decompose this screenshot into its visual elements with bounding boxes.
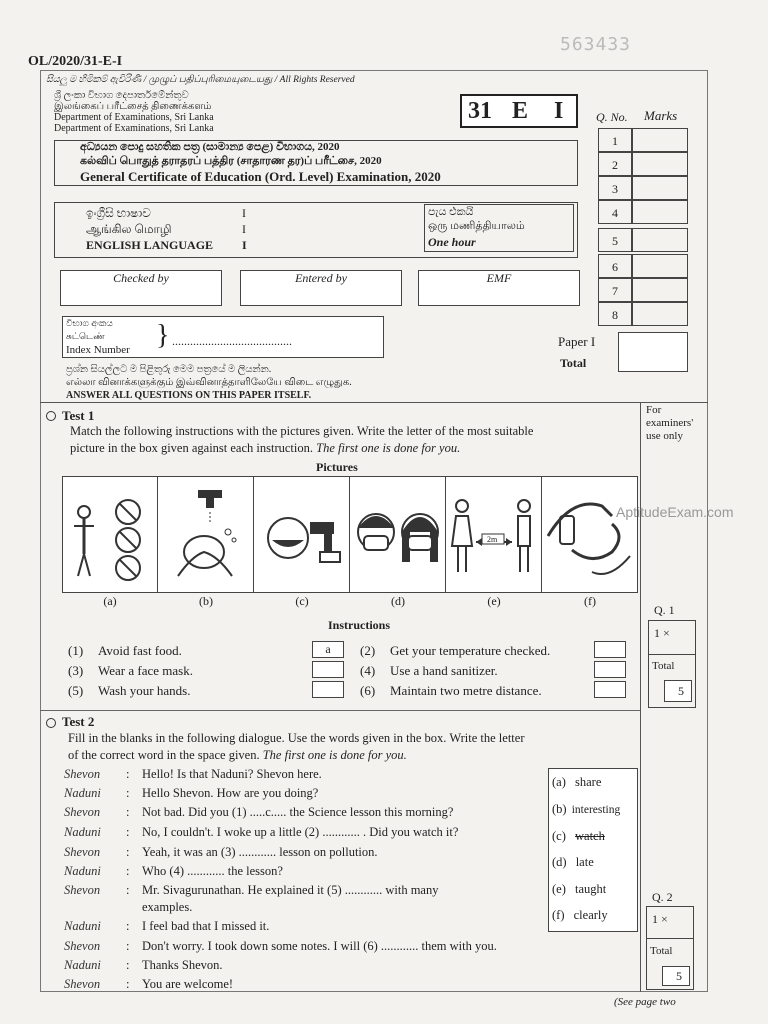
picture-b [158,476,254,592]
word-d [552,855,594,870]
subject-numeral-2: I [242,222,246,236]
dept-tamil: இலங்கைப் பரீட்சைத் திணைக்களம் [54,101,212,112]
exam-title-tamil: கல்விப் பொதுத் தராதரப் பத்திர (சாதாரண தர)ப் பரீட்சை, 2020 [80,155,382,167]
line-text: No, I couldn't. I woke up a little (2) ............ . Did you watch it? [142,825,459,839]
instruction-english: ANSWER ALL QUESTIONS ON THIS PAPER ITSELF. [66,390,312,401]
test1-instruction-2-wrap [70,441,460,456]
word-text: share [575,775,602,789]
code-letters: E I [512,98,574,124]
word-letter: (b) [552,802,567,816]
dialogue-line-1 [64,765,322,784]
q-row-7: 7 [598,278,632,302]
paper-code: OL/2020/31-E-I [28,54,123,69]
dialogue-line-7b [64,898,192,917]
item-5-text: Wash your hands. [98,683,191,698]
q1-total: 5 [678,684,684,698]
answer-box-6[interactable] [594,681,626,698]
word-c [552,829,605,844]
marks-cell-3[interactable] [632,176,688,200]
instructions-heading: Instructions [328,618,391,632]
picture-a [62,476,158,592]
colon: : [126,767,130,781]
subject-english: ENGLISH LANGUAGE [86,238,214,252]
colon: : [126,805,130,819]
picture-f [542,476,638,592]
colon: : [126,864,130,878]
subject-numeral-1: I [242,206,246,220]
item-4-text: Use a hand sanitizer. [390,663,498,678]
test1-instruction-1: Match the following instructions with the pictures given. Write the letter of the most suitable [70,424,534,438]
speaker: Shevon [64,977,101,991]
picture-c [254,476,350,592]
marks-cell-6[interactable] [632,254,688,278]
dialogue-line-11 [64,975,233,994]
word-a [552,775,601,790]
colon: : [126,883,130,897]
line-text: You are welcome! [142,977,234,991]
checked-by-label: Checked by [113,271,169,285]
dialogue-line-3 [64,803,453,822]
colon: : [126,958,130,972]
speaker: Shevon [64,939,101,953]
entered-by-box[interactable] [240,270,402,306]
colon: : [126,825,130,839]
line-text: examples. [142,900,193,914]
q-row-2: 2 [598,152,632,176]
paper-label: Paper I [558,334,596,349]
line-text: Not bad. Did you (1) .....c..... the Science lesson this morning? [142,805,454,819]
answer-box-2[interactable] [594,641,626,658]
item-3-text: Wear a face mask. [98,663,193,678]
section-divider [40,402,708,403]
line-text: Who (4) ............ the lesson? [142,864,283,878]
picture-label-c: (c) [295,594,309,608]
dialogue-line-6 [64,862,283,881]
test1-instruction-2: picture in the box given against each instruction. [70,441,313,455]
q-row-6: 6 [598,254,632,278]
speaker: Naduni [64,864,101,878]
word-b [552,802,620,817]
instruction-tamil: எல்லா வினாக்களுக்கும் இவ்வினாத்தாளிலேயே விடை எழுதுக. [66,377,352,388]
serial-number: 563433 [560,34,632,55]
item-4-num: (4) [360,663,376,678]
line-text: Hello! Is that Naduni? Shevon here. [142,767,322,781]
q2-total-label: Total [650,945,673,957]
word-letter: (c) [552,829,566,843]
code-number: 31 [468,98,492,124]
marks-cell-1[interactable] [632,128,688,152]
picture-e [446,476,542,592]
code-box [460,94,578,128]
picture-d [350,476,446,592]
speaker: Shevon [64,805,101,819]
dept-english: Department of Examinations, Sri Lanka [54,112,214,123]
speaker: Naduni [64,786,101,800]
marks-cell-2[interactable] [632,152,688,176]
duration-sinhala: පැය එකයි [428,206,474,218]
hand-sanitizer-icon [542,476,638,592]
index-brace: } [156,320,170,351]
hand-washing-icon [158,476,254,592]
total-label: Total [560,356,587,370]
word-text: interesting [571,804,621,816]
speaker: Shevon [64,767,101,781]
dialogue-line-9 [64,937,497,956]
item-2-num: (2) [360,643,376,658]
speaker: Shevon [64,883,101,897]
avoid-fast-food-icon [62,476,158,592]
test-divider [40,710,640,711]
test1-instruction-italic: The first one is done for you. [316,441,461,455]
speaker: Naduni [64,958,101,972]
test1-title: Test 1 [62,408,95,423]
exam-title-sinhala: අධ්‍යයන පොදු සහතික පත්‍ර (සාමාන්‍ය පෙළ) විභාගය, 2020 [80,141,340,153]
footer-see-page: (See page two [614,996,676,1008]
word-text: clearly [573,908,608,922]
speaker: Shevon [64,845,101,859]
speaker: Naduni [64,825,101,839]
line-text: I feel bad that I missed it. [142,919,270,933]
line-text: Mr. Sivagurunathan. He explained it (5) ............ with many [142,883,439,897]
q-row-5: 5 [598,228,632,252]
picture-label-b: (b) [199,594,213,608]
instruction-sinhala: ප්‍රශ්න සියල්ලට ම පිළිතුරු මෙම පත්‍රයේ ම ලියන්න. [66,364,272,375]
rights-line: සියලු ම හිමිකම් ඇවිරිණි / முழுப் பதிப்புரிமையுடையது / All Rights Reserved [46,75,355,85]
q1-per-mark: 1 × [654,626,670,640]
watermark: AptitudeExam.com [616,504,734,520]
social-distance-icon [446,476,542,592]
marks-cell-4[interactable] [632,200,688,224]
word-letter: (a) [552,775,566,789]
q2-divider [646,938,694,939]
dialogue-line-10 [64,956,223,975]
index-label-si: විභාග අංකය [66,318,113,328]
q-row-8: 8 [598,302,632,326]
answer-box-5[interactable] [312,681,344,698]
colon: : [126,786,130,800]
speaker: Naduni [64,919,101,933]
answer-box-4[interactable] [594,661,626,678]
index-dots: ........................................ [172,334,292,348]
word-text: watch [575,829,605,843]
q-row-3: 3 [598,176,632,200]
test1-radio-icon [46,411,56,421]
test2-radio-icon [46,718,56,728]
line-text: Hello Shevon. How are you doing? [142,786,319,800]
marks-cell-7[interactable] [632,278,688,302]
answer-box-3[interactable] [312,661,344,678]
total-marks-box[interactable] [618,332,688,372]
dialogue-line-5 [64,843,378,862]
item-5-num: (5) [68,683,84,698]
dialogue-line-4 [64,823,458,842]
item-6-num: (6) [360,683,376,698]
subject-numeral-3: I [242,238,247,252]
test2-instruction-2: of the correct word in the space given. [68,748,260,762]
examiner-column-line [640,402,641,992]
duration-english: One hour [428,235,476,249]
q1-divider [648,654,696,655]
answer-box-1[interactable]: a [312,641,344,658]
examiners-note: For examiners' use only [646,404,694,442]
picture-label-f: (f) [584,594,596,608]
dialogue-line-8 [64,917,269,936]
marks-header: Marks [644,108,678,123]
marks-cell-5[interactable] [632,228,688,252]
word-letter: (f) [552,908,565,922]
test2-instruction-italic: The first one is done for you. [262,748,407,762]
line-text: Yeah, it was an (3) ............ lesson on pollution. [142,845,378,859]
marks-cell-8[interactable] [632,302,688,326]
item-1-num: (1) [68,643,84,658]
picture-label-a: (a) [103,594,117,608]
dept-english-repeat: Department of Examinations, Sri Lanka [54,123,214,134]
colon: : [126,919,130,933]
item-2-text: Get your temperature checked. [390,643,551,658]
line-text: Don't worry. I took down some notes. I will (6) ............ them with you. [142,939,497,953]
pictures-heading: Pictures [316,460,358,474]
subject-sinhala: ඉංග්‍රීසි භාෂාව [86,206,151,220]
colon: : [126,845,130,859]
word-e [552,882,606,897]
duration-tamil: ஒரு மணித்தியாலம் [428,220,525,232]
q2-label: Q. 2 [652,890,673,904]
item-6-text: Maintain two metre distance. [390,683,542,698]
index-label-en: Index Number [66,344,130,356]
item-1-text: Avoid fast food. [98,643,182,658]
test2-instruction-1: Fill in the blanks in the following dialogue. Use the words given in the box. Write the letter [68,731,525,745]
face-mask-icon [350,476,446,592]
word-letter: (e) [552,882,566,896]
emf-label: EMF [486,271,512,285]
q-row-4: 4 [598,200,632,224]
line-text: Thanks Shevon. [142,958,223,972]
q2-total: 5 [676,969,682,983]
distance-label: 2m [487,535,498,544]
word-f [552,908,608,923]
dept-sinhala: ශ්‍රී ලංකා විභාග දෙපාර්තමේන්තුව [54,90,189,101]
word-letter: (d) [552,855,567,869]
dialogue-line-2 [64,784,318,803]
colon: : [126,939,130,953]
test2-title: Test 2 [62,714,95,729]
test2-instruction-2-wrap [68,748,407,763]
qno-header: Q. No. [596,110,628,124]
item-3-num: (3) [68,663,84,678]
exam-title-english: General Certificate of Education (Ord. Level) Examination, 2020 [80,169,441,184]
word-text: taught [575,882,607,896]
q1-label: Q. 1 [654,603,675,617]
subject-tamil: ஆங்கில மொழி [86,222,172,236]
picture-label-d: (d) [391,594,405,608]
temperature-check-icon [254,476,350,592]
q-row-1: 1 [598,128,632,152]
picture-label-e: (e) [487,594,501,608]
checked-by-box[interactable] [60,270,222,306]
q1-total-label: Total [652,660,675,672]
index-label-ta: சுட்டெண் [66,331,105,341]
word-text: late [575,855,594,869]
emf-box[interactable] [418,270,580,306]
colon: : [126,977,130,991]
q2-per-mark: 1 × [652,912,668,926]
entered-by-label: Entered by [295,271,347,285]
